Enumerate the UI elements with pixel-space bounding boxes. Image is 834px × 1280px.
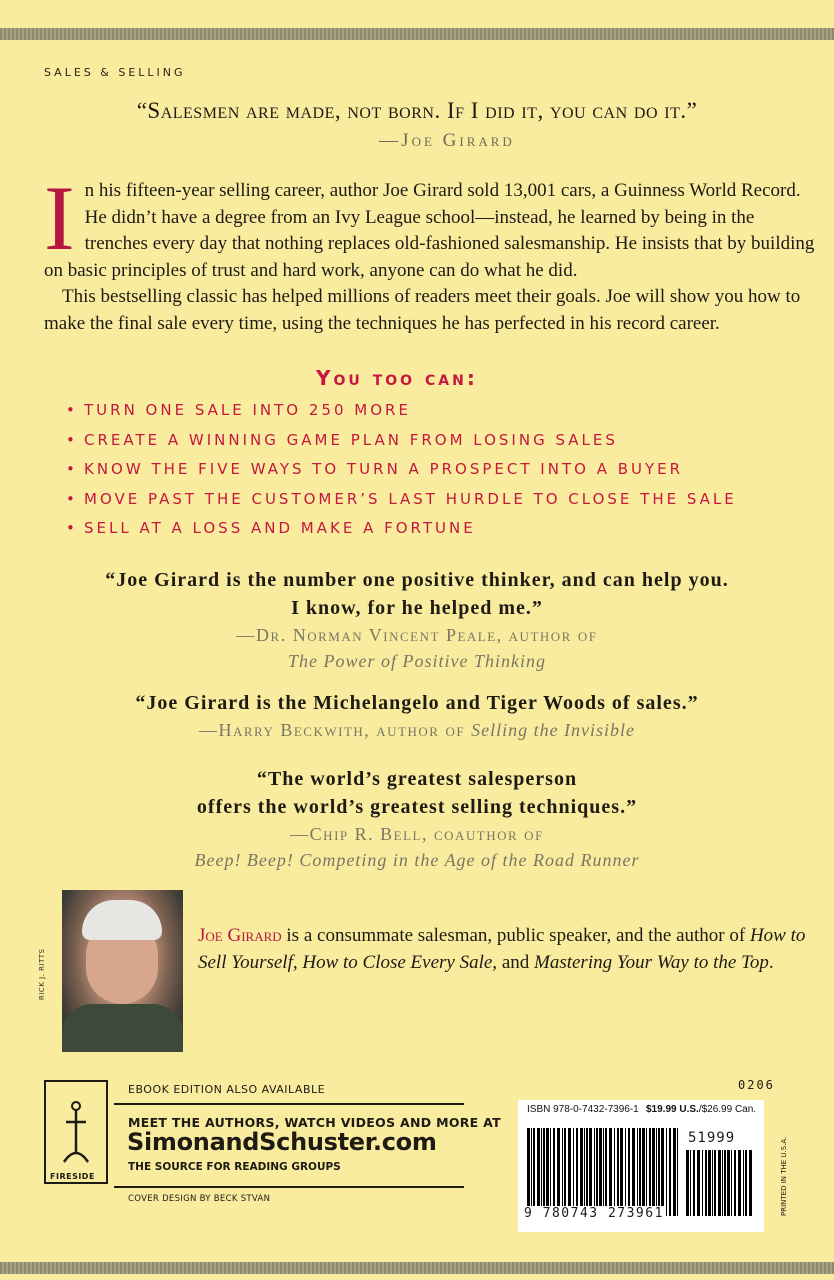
barcode-bar (686, 1150, 689, 1216)
barcode-bar (712, 1150, 713, 1216)
author-bio: Joe Girard is a consummate salesman, public speaker, and the author of How to Sell Yourself, How to Close Every Sale, and Mastering Your Way to the Top. (198, 925, 806, 973)
blurb-book: The Power of Positive Thinking (288, 651, 546, 671)
barcode-bar (718, 1150, 721, 1216)
barcode-bar (586, 1128, 588, 1216)
barcode (527, 1128, 680, 1216)
meet-authors-text: MEET THE AUTHORS, WATCH VIDEOS AND MORE AT (128, 1115, 501, 1130)
blurb-line: “Joe Girard is the number one positive thinker, and can help you. (105, 569, 729, 591)
barcode-bar (594, 1128, 595, 1216)
blurb-line: I know, for he helped me.” (291, 597, 543, 619)
price-text: $19.99 U.S./$26.99 Can. (646, 1104, 757, 1115)
barcode-bar (693, 1150, 695, 1216)
barcode-bar (620, 1128, 623, 1216)
barcode-bar (537, 1128, 540, 1216)
epigraph (0, 98, 834, 152)
barcode-bar (705, 1150, 707, 1216)
list-item: • KNOW THE FIVE WAYS TO TURN A PROSPECT INTO A BUYER (66, 460, 684, 478)
barcode-bar (605, 1128, 607, 1216)
barcode-bar (564, 1128, 566, 1216)
barcode-number: 9 780743 273961 (524, 1206, 664, 1221)
photo-credit: RICK J. RITTS (38, 948, 46, 1000)
intro-text (44, 167, 816, 337)
barcode-bar (573, 1128, 574, 1216)
barcode-bar (658, 1128, 660, 1216)
list-item: • SELL AT A LOSS AND MAKE A FORTUNE (66, 519, 476, 537)
barcode-bar (639, 1128, 641, 1216)
imprint-label: FIRESIDE (50, 1172, 95, 1181)
barcode-bar (722, 1150, 723, 1216)
blurb-bell (0, 765, 834, 873)
price-code: 0206 (738, 1078, 775, 1092)
drop-cap: I (44, 167, 75, 269)
epigraph-quote: “Salesmen are made, not born. If I did it, you can do it.” (136, 98, 698, 123)
barcode-bar (546, 1128, 549, 1216)
category-label: SALES & SELLING (44, 66, 186, 79)
barcode-bar (642, 1128, 645, 1216)
barcode-bar (589, 1128, 592, 1216)
blurb-attribution: —Dr. Norman Vincent Peale, author of (236, 625, 598, 645)
barcode-bar (628, 1128, 630, 1216)
barcode-bar (584, 1128, 585, 1216)
barcode-bar (734, 1150, 736, 1216)
isbn-text: ISBN 978-0-7432-7396-1 (527, 1104, 639, 1115)
blurb-peale (0, 566, 834, 674)
barcode-bar (708, 1150, 711, 1216)
list-item: • MOVE PAST THE CUSTOMER’S LAST HURDLE TO CLOSE THE SALE (66, 489, 737, 508)
barcode-bar (646, 1128, 647, 1216)
barcode-bar (666, 1128, 667, 1216)
blurb-line: “Joe Girard is the Michelangelo and Tiger Woods of sales.” (135, 692, 699, 714)
barcode-bar (568, 1128, 571, 1216)
blurb-line: offers the world’s greatest selling techniques.” (196, 796, 638, 818)
barcode-bar (677, 1128, 678, 1216)
divider (114, 1186, 464, 1188)
ebook-notice: EBOOK EDITION ALSO AVAILABLE (128, 1083, 326, 1096)
blurb-beckwith (0, 689, 834, 743)
epigraph-author: —Joe Girard (379, 130, 515, 151)
bottom-border (0, 1262, 834, 1274)
barcode-bar (637, 1128, 638, 1216)
barcode-bar (599, 1128, 602, 1216)
publisher-website: SimonandSchuster.com (127, 1128, 437, 1156)
barcode-bar (576, 1128, 578, 1216)
printed-in-label: PRINTED IN THE U.S.A. (780, 1136, 788, 1216)
barcode-bar (743, 1150, 744, 1216)
barcode-bar (714, 1150, 716, 1216)
barcode-bar (531, 1128, 532, 1216)
barcode-bar (541, 1128, 542, 1216)
you-too-heading: You too can: (316, 366, 478, 390)
barcode-bar (731, 1150, 732, 1216)
barcode-bar (625, 1128, 626, 1216)
fireside-logo (44, 1080, 108, 1184)
author-name: Joe Girard (198, 925, 282, 946)
barcode-bar (661, 1128, 664, 1216)
list-item: • CREATE A WINNING GAME PLAN FROM LOSING SALES (66, 430, 618, 449)
benefit-list (66, 398, 737, 546)
divider (114, 1103, 464, 1105)
barcode-bar (614, 1128, 615, 1216)
barcode-bar (724, 1150, 726, 1216)
barcode-bar (543, 1128, 545, 1216)
barcode-bar (745, 1150, 747, 1216)
barcode-bar (749, 1150, 752, 1216)
barcode-bar (580, 1128, 583, 1216)
barcode-bar (697, 1150, 700, 1216)
barcode-bar (609, 1128, 612, 1216)
barcode-bar (652, 1128, 655, 1216)
barcode-bar (656, 1128, 657, 1216)
barcode-addon (686, 1150, 752, 1216)
barcode-addon-number: 51999 (688, 1130, 736, 1146)
barcode-bar (533, 1128, 535, 1216)
barcode-bar (649, 1128, 651, 1216)
barcode-bar (603, 1128, 604, 1216)
barcode-bar (738, 1150, 741, 1216)
barcode-bar (727, 1150, 730, 1216)
blurb-attribution: —Harry Beckwith, author of Selling the Invisible (198, 720, 636, 740)
barcode-bar (596, 1128, 598, 1216)
barcode-bar (632, 1128, 635, 1216)
blurb-line: “The world’s greatest salesperson (256, 768, 578, 790)
barcode-bar (557, 1128, 560, 1216)
top-border (0, 28, 834, 40)
barcode-bar (617, 1128, 619, 1216)
cover-design-credit: COVER DESIGN BY BECK STVAN (128, 1194, 271, 1204)
intro-paragraph-1: n his fifteen-year selling career, author Joe Girard sold 13,001 cars, a Guinness World Record. He didn’t have a degree from an Ivy League school—instead, he learned by being in the trenches every day that nothing replaces old-fashioned salesmanship. He insists that by building on basic principles of trust and hard work, anyone can do what he did. (44, 180, 815, 281)
fireside-icon (46, 1082, 106, 1182)
barcode-bar (669, 1128, 671, 1216)
reading-groups-text: THE SOURCE FOR READING GROUPS (128, 1161, 341, 1173)
barcode-bar (702, 1150, 703, 1216)
blurb-attribution: —Chip R. Bell, coauthor of (290, 824, 544, 844)
barcode-bar (562, 1128, 563, 1216)
barcode-bar (690, 1150, 691, 1216)
blurb-book: Beep! Beep! Competing in the Age of the Road Runner (194, 850, 640, 870)
barcode-bar (527, 1128, 530, 1216)
barcode-bar (550, 1128, 551, 1216)
intro-paragraph-2: This bestselling classic has helped millions of readers meet their goals. Joe will show you how to make the final sale every time, using the techniques he has perfected in his record career. (44, 286, 801, 334)
list-item: • TURN ONE SALE INTO 250 MORE (66, 401, 411, 419)
author-photo (62, 890, 183, 1052)
barcode-bar (673, 1128, 676, 1216)
barcode-bar (553, 1128, 555, 1216)
